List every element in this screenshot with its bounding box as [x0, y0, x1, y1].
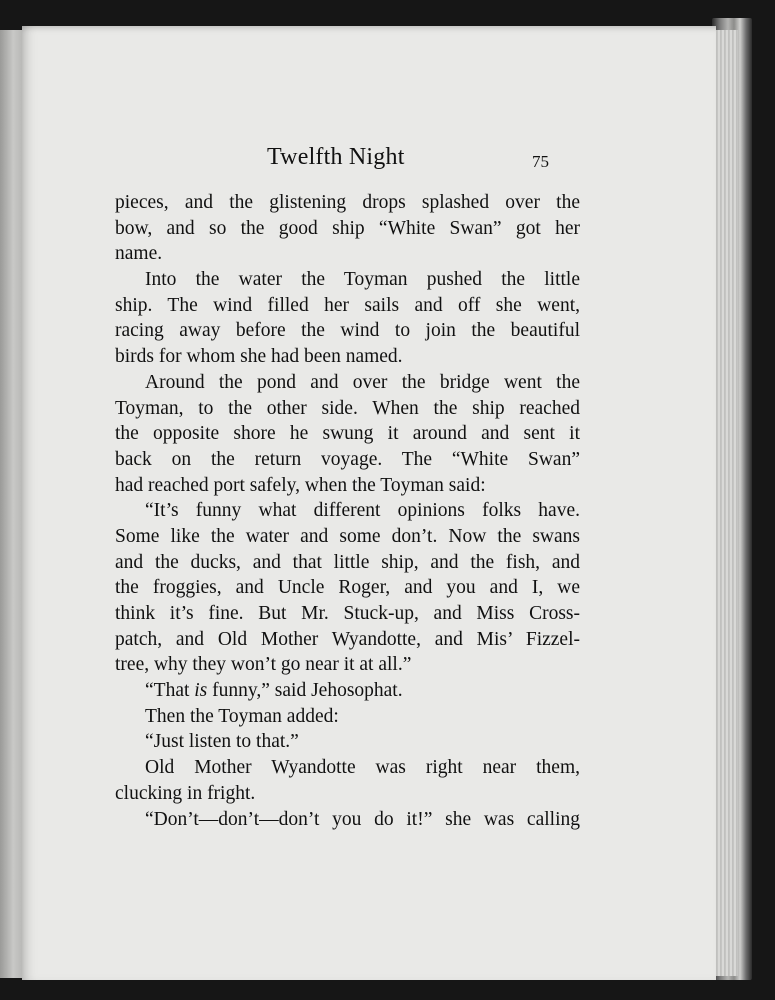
text-line: birds for whom she had been named.: [115, 346, 403, 368]
text-line: ship. The wind filled her sails and off she went,: [115, 294, 580, 316]
left-page-edge: [0, 30, 22, 978]
text-line: bow, and so the good ship “White Swan” got her: [115, 217, 580, 239]
text-line: Old Mother Wyandotte was right near them,: [145, 757, 580, 779]
text-line: tree, why they won’t go near it at all.”: [115, 654, 412, 676]
text-line: back on the return voyage. The “White Swan”: [115, 448, 580, 470]
text-line: “Don’t—don’t—don’t you do it!” she was calling: [145, 808, 580, 830]
book-page: [22, 26, 716, 980]
italic-word: is: [194, 680, 208, 702]
text-line: patch, and Old Mother Wyandotte, and Mis’ Fizzel-: [115, 628, 580, 650]
body-text: [115, 190, 580, 832]
text-line: the froggies, and Uncle Roger, and you and I, we: [115, 577, 580, 599]
text-line: Around the pond and over the bridge went the: [145, 371, 580, 393]
page-number: 75: [532, 152, 549, 171]
text-line: pieces, and the glistening drops splashed over the: [115, 192, 580, 213]
text-line: “Just listen to that.”: [145, 731, 299, 753]
running-head: [22, 144, 716, 176]
text-line: had reached port safely, when the Toyman said:: [115, 474, 486, 496]
text-line: and the ducks, and that little ship, and the fish, and: [115, 551, 580, 573]
text-line: “It’s funny what different opinions folks have.: [145, 500, 580, 522]
text-line: the opposite shore he swung it around and sent it: [115, 423, 580, 445]
text-span: “That: [145, 680, 195, 702]
text-line: Toyman, to the other side. When the ship reached: [115, 397, 580, 419]
page-stack-edge: [714, 30, 738, 976]
text-line-with-italic: [115, 678, 580, 704]
text-span: funny,” said Jehosophat.: [207, 680, 403, 702]
text-line: Into the water the Toyman pushed the little: [145, 269, 580, 291]
text-line: racing away before the wind to join the beautiful: [115, 320, 580, 342]
text-line: clucking in fright.: [115, 782, 256, 804]
text-line: Some like the water and some don’t. Now the swans: [115, 525, 580, 547]
text-line: name.: [115, 243, 163, 265]
text-line: Then the Toyman added:: [145, 705, 339, 727]
text-line: think it’s fine. But Mr. Stuck-up, and Miss Cross-: [115, 603, 580, 624]
chapter-title: Twelfth Night: [267, 144, 405, 170]
